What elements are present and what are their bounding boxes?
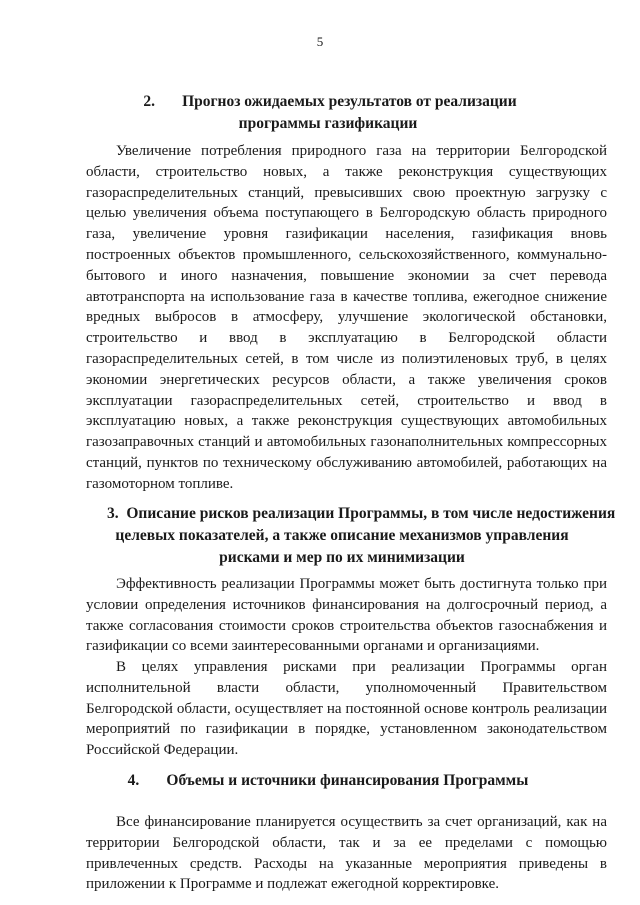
section-2-paragraph: Увеличение потребления природного газа на территории Белгородской области, строительство новых, а также реконструкция существующих газораспределительных станций, превысивших свою проектную загрузку с целью увеличения объема поступающего в Белгородскую область природного газа, увеличение уровня газификации населения, газификация вновь построенных объектов промышленного, сельскохозяйственного, коммунально-бытового и иного назначения, повышение экономии за счет перевода автотранспорта на использование газа в качестве топлива, ежегодное снижение вредных выбросов в атмосферу, улучшение экологической обстановки, строительство и ввод в эксплуатацию в Белгородской области газораспределительных сетей, в том числе из полиэтиленовых труб, в целях экономии энергетических ресурсов области, а также увеличения сроков эксплуатации газораспределительных сетей, строительство и ввод в эксплуатацию новых, а также реконструкция существующих автомобильных газозаправочных станций и автомобильных газонаполнительных компрессорных станций, пунктов по техническому обслуживанию автомобилей, работающих на газомоторном топливе. <box>86 143 607 492</box>
section-3-heading-line-1: 3. Описание рисков реализации Программы, в том числе недостижения <box>107 505 616 522</box>
section-2-heading-line-2: программы газификации <box>238 115 418 132</box>
section-3-paragraph-1: Эффективность реализации Программы может быть достигнута только при условии определения источников финансирования на долгосрочный период, а также согласования стоимости сроков строительства объектов газоснабжения и газификации со всеми заинтересованными органами и организациями. <box>86 576 607 655</box>
section-4-heading-line-1: 4. Объемы и источники финансирования Программы <box>127 772 529 789</box>
section-4-paragraph: Все финансирование планируется осуществить за счет организаций, как на территории Белгородской области, так и за ее пределами с помощью привлеченных средств. Расходы на указанные мероприятия приведены в приложении к Программе и подлежат ежегодной корректировке. <box>86 814 607 893</box>
section-2-heading <box>0 91 640 135</box>
section-4-heading <box>0 770 640 792</box>
section-3-heading-line-2: целевых показателей, а также описание механизмов управления <box>115 527 569 544</box>
section-3-heading <box>0 503 640 569</box>
section-3-paragraph-2: В целях управления рисками при реализации Программы орган исполнительной власти области, уполномоченный Правительством Белгородской области, осуществляет на постоянной основе контроль реализации мероприятий по газификации в порядке, установленном законодательством Российской Федерации. <box>86 659 607 759</box>
page-number: 5 <box>316 34 324 49</box>
section-3-heading-line-3: рисками и мер по их минимизации <box>219 549 465 566</box>
section-2-heading-line-1: 2. Прогноз ожидаемых результатов от реализации <box>143 93 517 110</box>
